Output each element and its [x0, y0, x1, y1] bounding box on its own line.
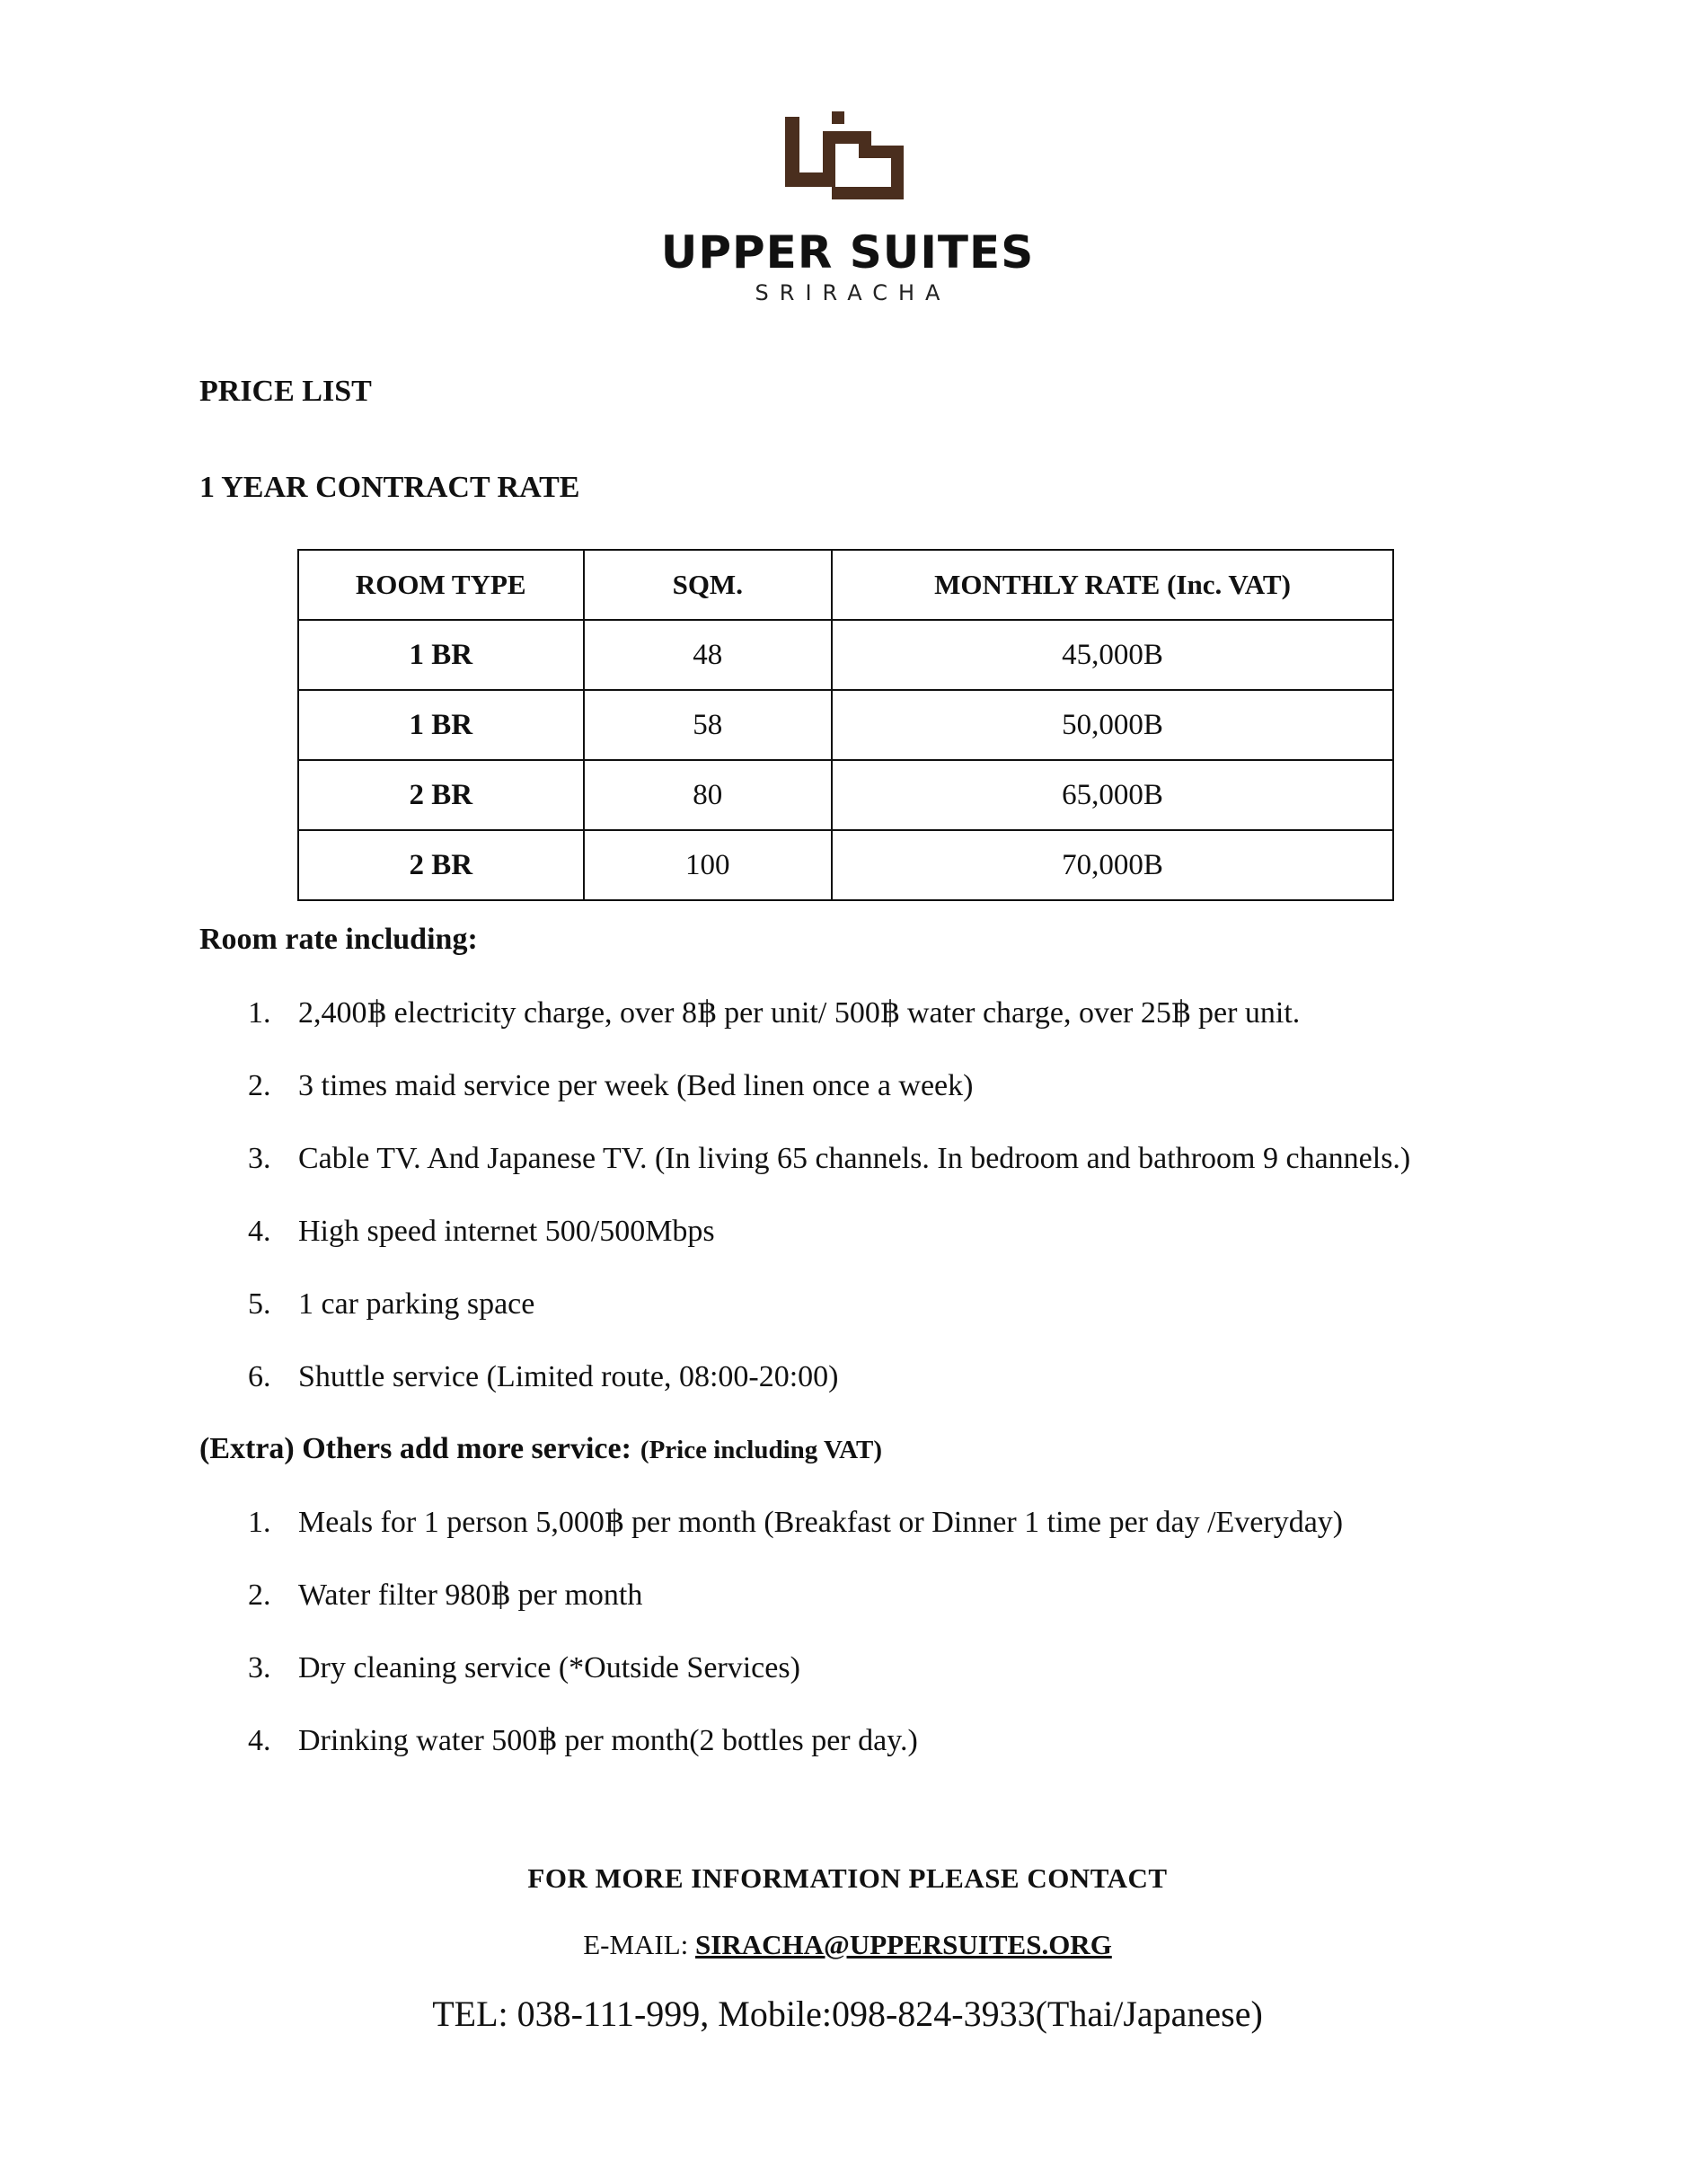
email-link[interactable]: SIRACHA@UPPERSUITES.ORG [695, 1929, 1112, 1960]
list-item-text: 3 times maid service per week (Bed linen once a week) [298, 1069, 974, 1102]
sqm-cell: 48 [584, 620, 833, 690]
room-type-cell: 1 BR [298, 690, 584, 760]
table-header-row [298, 550, 1393, 620]
brand-logo [0, 108, 1695, 305]
brand-location: SRIRACHA [755, 280, 951, 305]
upper-suites-monogram-icon [776, 108, 920, 214]
sqm-cell: 58 [584, 690, 833, 760]
rate-cell: 50,000B [832, 690, 1393, 760]
list-item-text: Shuttle service (Limited route, 08:00-20:00) [298, 1360, 839, 1393]
room-type-cell: 1 BR [298, 620, 584, 690]
table-row [298, 620, 1393, 690]
room-type-cell: 2 BR [298, 760, 584, 830]
rate-cell: 45,000B [832, 620, 1393, 690]
room-type-cell: 2 BR [298, 830, 584, 900]
list-item-text: 2,400฿ electricity charge, over 8฿ per unit/ 500฿ water charge, over 25฿ per unit. [298, 996, 1301, 1030]
header-sqm: SQM. [584, 550, 833, 620]
contact-phone: TEL: 038-111-999, Mobile:098-824-3933(Thai/Japanese) [432, 1994, 1263, 2034]
list-item-text: 1 car parking space [298, 1287, 535, 1321]
extra-title-note: (Price including VAT) [640, 1436, 882, 1464]
header-monthly-rate: MONTHLY RATE (Inc. VAT) [832, 550, 1393, 620]
extra-section-title [199, 1432, 882, 1466]
list-item-text: High speed internet 500/500Mbps [298, 1215, 715, 1248]
table-row [298, 690, 1393, 760]
sqm-cell: 80 [584, 760, 833, 830]
rate-table [297, 549, 1394, 901]
included-section-title: Room rate including: [199, 923, 478, 956]
brand-name: UPPER SUITES [660, 226, 1035, 279]
contract-rate-heading: 1 YEAR CONTRACT RATE [199, 471, 580, 504]
email-label: E-MAIL: [583, 1929, 689, 1960]
price-list-page: UPPER SUITES SRIRACHA PRICE LIST 1 YEAR CONTRACT RATE ROOM TYPE SQM. MONTHLY RATE (Inc. VAT) 1 BR 48 45,000B 1 BR 58 50,000B 2 BR 80 65,000B 2 BR 100 70,000B Room rate including: 1. 2,400฿ electricity charge, over 8฿ per unit/ 500฿ water charge, over 25฿ per unit. 2. 3 times maid service per week (Bed linen once a week) 3. Cable TV. And Japanese TV. (In living 65 channels. In bedroom and bathroom 9 channels.) 4. High speed internet 500/500Mbps 5. 1 car parking space 6. Shuttle service (Limited route, 08:00-20:00) (Extra) Others add more service: (Price including VAT) 1. Meals for 1 person 5,000฿ per month (Breakfast or Dinner 1 time per day /Everyday) 2. Water filter 980฿ per month 3. Dry cleaning service (*Outside Services) 4. Drinking water 500฿ per month(2 bottles per day.) FOR MORE INFORMATION PLEASE CONTACT E-MAIL: SIRACHA@UPPERSUITES.ORG TEL: 038-111-999, Mobile:098-824-3933(Thai/Japanese) [0, 0, 1695, 2184]
table-row [298, 830, 1393, 900]
list-item-text: Cable TV. And Japanese TV. (In living 65 channels. In bedroom and bathroom 9 channels.) [298, 1142, 1411, 1175]
extra-title-text: (Extra) Others add more service: [199, 1432, 631, 1465]
list-item-text: Dry cleaning service (*Outside Services) [298, 1651, 800, 1684]
list-item-text: Water filter 980฿ per month [298, 1578, 643, 1612]
header-room-type: ROOM TYPE [298, 550, 584, 620]
list-item-text: Drinking water 500฿ per month(2 bottles per day.) [298, 1724, 918, 1757]
rate-cell: 70,000B [832, 830, 1393, 900]
sqm-cell: 100 [584, 830, 833, 900]
price-list-heading: PRICE LIST [199, 375, 372, 408]
contact-email-line [0, 1929, 1695, 1961]
contact-title: FOR MORE INFORMATION PLEASE CONTACT [527, 1862, 1168, 1894]
list-item-text: Meals for 1 person 5,000฿ per month (Breakfast or Dinner 1 time per day /Everyday) [298, 1506, 1344, 1539]
rate-cell: 65,000B [832, 760, 1393, 830]
table-row [298, 760, 1393, 830]
